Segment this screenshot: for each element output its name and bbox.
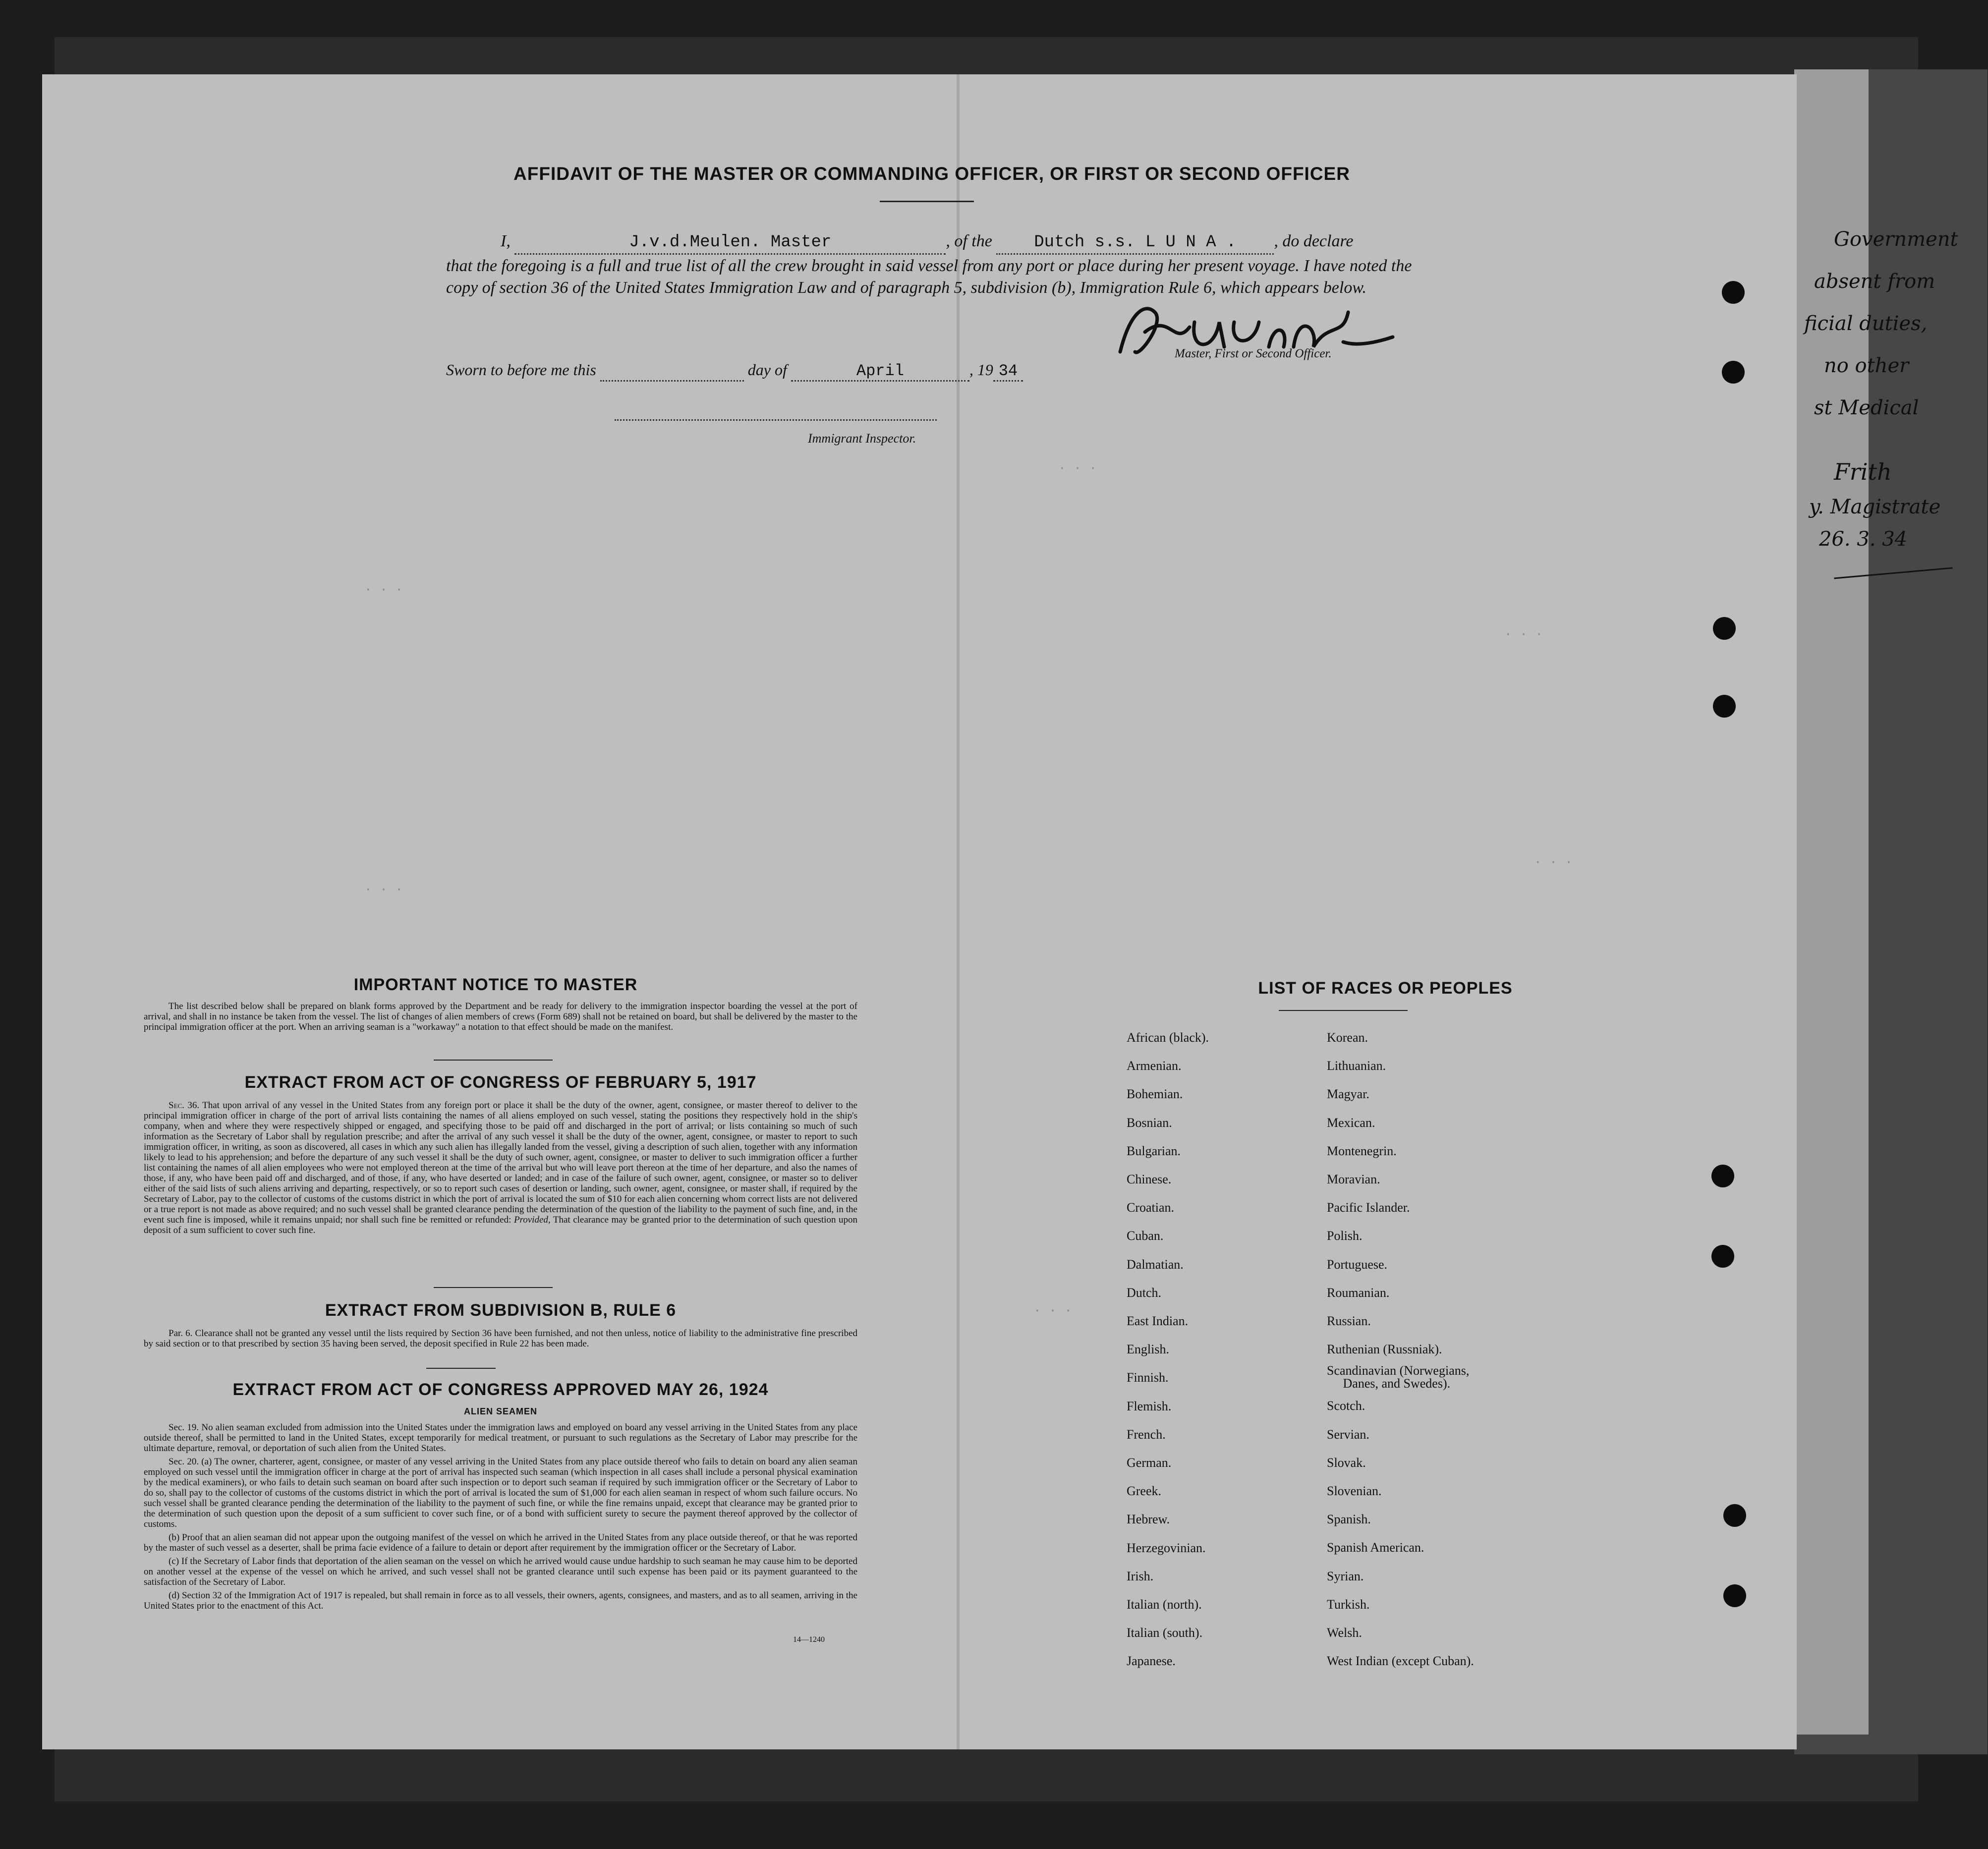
notice-paragraph: The list described below shall be prepared on blank forms approved by the Department and be ready for delivery to the immigration inspector boarding the vessel at the port of arrival, and shall in no instance be taken from the vessel. The list of changes of alien members of crews (Form 689) shall not be retained on board, but shall be delivered by the master to the principal immigration officer at the port. When an arriving seaman is a "workaway" a notation to that effect should be made on the manifest. — [144, 1001, 857, 1032]
sworn-year-prefix: , 19 — [969, 361, 993, 379]
sworn-month-field: April — [791, 362, 969, 382]
race-item: Mexican. — [1327, 1115, 1375, 1130]
race-item: Chinese. — [1127, 1172, 1172, 1187]
race-item: Dalmatian. — [1127, 1257, 1184, 1272]
affidavit-of-the: , of the — [946, 232, 992, 250]
extract-1924-text — [144, 1422, 857, 1614]
extract-1924-p3: (b) Proof that an alien seaman did not appear upon the outgoing manifest of the vessel on which he arrived in the United States from any place outside thereof, or that he was reported by the master of such vessel as a deserter, shall be prima facie evidence of a failure to detain or deport after requirement by the immigration officer or the Secretary of Labor. — [144, 1532, 857, 1553]
sworn-day-field — [600, 362, 744, 382]
notice-text — [144, 1001, 857, 1035]
binder-hole — [1722, 281, 1745, 304]
race-item: French. — [1127, 1427, 1166, 1442]
race-item: Hebrew. — [1127, 1512, 1170, 1527]
extract-1917-text — [144, 1100, 857, 1238]
race-item-line: Scandinavian (Norwegians, — [1327, 1363, 1470, 1378]
race-item: Scotch. — [1327, 1399, 1365, 1413]
binder-hole — [1723, 1504, 1746, 1527]
race-item-line: Danes, and Swedes). — [1343, 1376, 1451, 1391]
race-item: Lithuanian. — [1327, 1059, 1386, 1073]
signature-caption: Master, First or Second Officer. — [1175, 347, 1332, 360]
race-item: English. — [1127, 1342, 1169, 1357]
race-item: Magyar. — [1327, 1087, 1369, 1102]
binder-hole — [1711, 1245, 1734, 1268]
race-item: Japanese. — [1127, 1654, 1176, 1669]
margin-note-line: no other — [1824, 354, 1909, 377]
races-left-column — [1127, 1023, 1209, 1676]
race-item: German. — [1127, 1456, 1172, 1470]
races-right-column — [1327, 1023, 1474, 1675]
race-item: Croatian. — [1127, 1200, 1175, 1215]
affidavit-body: that the foregoing is a full and true list of all the crew brought in said vessel from any port or place during her present voyage. I have noted the copy of section 36 of the United States Immigration Law and of paragraph 5, subdivision (b), Immigration Rule 6, which appears below. — [446, 257, 1412, 297]
extract-1917-tail: That clearance may be granted prior to the determination of such question upon deposit of a sum sufficient to cover such fine. — [144, 1215, 857, 1235]
race-item: Montenegrin. — [1327, 1143, 1397, 1158]
race-item: Finnish. — [1127, 1370, 1169, 1385]
extract-1917-provided: Provided, — [513, 1215, 551, 1225]
race-item: Bosnian. — [1127, 1115, 1172, 1130]
extract-rule6-title: EXTRACT FROM SUBDIVISION B, RULE 6 — [325, 1301, 677, 1320]
inspector-signature-line — [615, 419, 937, 421]
form-number: 14—1240 — [793, 1635, 825, 1644]
notice-title: IMPORTANT NOTICE TO MASTER — [353, 975, 638, 994]
race-item: East Indian. — [1127, 1314, 1189, 1329]
races-rule — [1279, 1010, 1408, 1011]
binder-hole — [1722, 361, 1745, 384]
race-item: Greek. — [1127, 1484, 1162, 1499]
race-item: Slovak. — [1327, 1455, 1366, 1470]
race-item: Pacific Islander. — [1327, 1200, 1410, 1215]
master-name-field: J.v.d.Meulen. Master — [514, 231, 946, 255]
race-item: Armenian. — [1127, 1059, 1182, 1073]
extract-rule6-par: Par. 6. — [169, 1328, 193, 1339]
extract-1917-title: EXTRACT FROM ACT OF CONGRESS OF FEBRUARY 5, 1917 — [244, 1073, 757, 1092]
race-item: Spanish. — [1327, 1512, 1371, 1527]
race-item: Turkish. — [1327, 1597, 1370, 1612]
extract-1924-subtitle: ALIEN SEAMEN — [463, 1406, 537, 1416]
section-rule — [426, 1368, 496, 1369]
race-item: Dutch. — [1127, 1285, 1162, 1300]
race-item: Moravian. — [1327, 1172, 1380, 1187]
sworn-line — [446, 361, 1023, 382]
extract-1924-title: EXTRACT FROM ACT OF CONGRESS APPROVED MAY 26, 1924 — [232, 1380, 769, 1399]
binder-hole — [1713, 695, 1736, 718]
margin-note-line: y. Magistrate — [1809, 496, 1941, 518]
race-item: Syrian. — [1327, 1569, 1364, 1583]
margin-note-line: st Medical — [1814, 396, 1919, 419]
race-item: Cuban. — [1127, 1229, 1164, 1243]
manifest-page: · · · · · · · · · · · · · · · · · · — [42, 74, 1797, 1749]
binder-hole — [1711, 1165, 1734, 1187]
affidavit-i: I, — [501, 232, 511, 250]
race-item: Portuguese. — [1327, 1257, 1388, 1272]
race-item: Ruthenian (Russniak). — [1327, 1342, 1442, 1357]
race-item: Servian. — [1327, 1427, 1369, 1442]
sworn-day-of: day of — [747, 361, 787, 379]
section-rule — [434, 1287, 553, 1288]
margin-note-line: 26. 3. 34 — [1819, 528, 1908, 551]
extract-1924-p5: (d) Section 32 of the Immigration Act of 1917 is repealed, but shall remain in force as to all vessels, their owners, agents, consignees, and masters, and as to all seamen, arriving in the United States prior to the enactment of this Act. — [144, 1590, 857, 1611]
race-item: Bohemian. — [1127, 1087, 1183, 1102]
race-item: African (black). — [1127, 1030, 1209, 1045]
race-item: Italian (south). — [1127, 1625, 1203, 1640]
race-item: Korean. — [1327, 1030, 1368, 1045]
margin-note-line: absent from — [1814, 270, 1935, 293]
extract-1924-p1: Sec. 19. No alien seaman excluded from admission into the United States under the immigration laws and employed on board any vessel arriving in the United States from any place outside thereof, shall be permitted to land in the United States, except temporarily for medical treatment, or pursuant to such regulations as the Secretary of Labor may prescribe for the ultimate departure, removal, or deportation of such alien from the United States. — [144, 1422, 857, 1454]
title-rule — [880, 201, 974, 202]
race-item: Welsh. — [1327, 1625, 1362, 1640]
race-item: Slovenian. — [1327, 1484, 1382, 1499]
race-item: Russian. — [1327, 1314, 1371, 1329]
affidavit-declaration — [501, 230, 1418, 255]
margin-note-line: ficial duties, — [1804, 312, 1928, 335]
extract-1917-body: That upon arrival of any vessel in the United States from any foreign port or place it shall be the duty of the owner, agent, consignee, or master thereof to deliver to the principal immigration officer in charge of the port of arrival lists containing the names of all aliens employed on such vessel, stating the positions they respectively hold in the ship's company, when and where they were respectively shipped or engaged, and specifying those to be paid off and discharged in the port of arrival; or lists containing so much of such information as the Secretary of Labor shall by regulation prescribe; and after the arrival of any such vessel it shall be the duty of the owner, agent, consignee, or master to report to such immigration officer, in writing, as soon as discovered, all cases in which any such alien has illegally landed from the vessel, giving a description of such alien, together with any information likely to lead to his apprehension; and before the departure of any such vessel it shall be the duty of such owner, agent, consignee, or master to deliver to such immigration officer a further list containing the names of all alien employees who were not employed thereon at the time of the arrival but who will leave port thereon at the time of her departure, and also the names of those, if any, who have been paid off and discharged, and of those, if any, who have deserted or landed; and in case of the failure of such owner, agent, consignee, or master so to deliver either of the said lists of such aliens arriving and departing, respectively, or so to report such cases of desertion or landing, such owner, agent, consignee, or master shall, if required by the Secretary of Labor, pay to the collector of customs of the customs district in which the port of arrival is located the sum of $10 for each alien concerning whom correct lists are not delivered or a true report is not made as above required; and no such vessel shall be granted clearance pending the determination of the question of the liability to the payment of such fine, and, in the event such fine is imposed, while it remains unpaid; nor shall such fine be remitted or refunded: — [144, 1100, 857, 1225]
section-rule — [434, 1060, 553, 1061]
center-fold — [957, 74, 960, 1749]
sworn-year-field: 34 — [993, 362, 1023, 382]
race-item: Spanish American. — [1327, 1540, 1424, 1555]
race-item: West Indian (except Cuban). — [1327, 1654, 1474, 1669]
race-item — [1327, 1363, 1474, 1392]
extract-rule6-body: Clearance shall not be granted any vessel until the lists required by Section 36 have been furnished, and not then unless, notice of liability to the administrative fine prescribed by said section or to that prescribed by section 35 having been served, the deposit specified in Rule 22 has been made. — [144, 1328, 857, 1349]
race-item: Polish. — [1327, 1229, 1363, 1243]
vessel-field: Dutch s.s. L U N A . — [996, 231, 1274, 255]
race-item: Roumanian. — [1327, 1285, 1390, 1300]
inspector-caption: Immigrant Inspector. — [808, 431, 916, 446]
extract-1924-p2: Sec. 20. (a) The owner, charterer, agent, consignee, or master of any vessel arriving in the United States from any place outside thereof who fails to detain on board any alien seaman employed on such vessel until the immigration officer in charge at the port of arrival has inspected such seaman (which inspection in all cases shall include a personal physical examination by the medical examiners), or who fails to detain such seaman on board after such inspection or to deport such seaman if required by such immigration officer or the Secretary of Labor to do so, shall pay to the collector of customs of the customs district in which the port of arrival is located the sum of $1,000 for each alien seaman in respect of whom such failure occurs. No such vessel shall be granted clearance pending the determination of the liability to the payment of such fine, or while the fine remains unpaid, except that clearance may be granted prior to the determination of such question upon the deposit of a sum sufficient to cover such fine, or of a bond with sufficient surety to secure the payment thereof approved by the collector of customs. — [144, 1457, 857, 1529]
extract-1917-sec: Sec. 36. — [169, 1100, 200, 1111]
margin-note-line: Frith — [1834, 458, 1892, 485]
race-item: Irish. — [1127, 1569, 1154, 1583]
margin-note-line: Government — [1834, 228, 1958, 251]
race-item: Italian (north). — [1127, 1597, 1202, 1612]
race-item: Bulgarian. — [1127, 1143, 1181, 1158]
races-title: LIST OF RACES OR PEOPLES — [1258, 979, 1513, 998]
affidavit-title: AFFIDAVIT OF THE MASTER OR COMMANDING OFFICER, OR FIRST OR SECOND OFFICER — [513, 164, 1350, 184]
race-item: Flemish. — [1127, 1399, 1172, 1413]
binder-hole — [1723, 1584, 1746, 1607]
sworn-prefix: Sworn to before me this — [446, 361, 596, 379]
binder-hole — [1713, 617, 1736, 640]
extract-1924-p4: (c) If the Secretary of Labor finds that deportation of the alien seaman on the vessel on which he arrived would cause undue hardship to such seaman he may cause him to be deported on another vessel at the expense of the vessel on which he arrived, and such vessel shall not be granted clearance until such expense has been paid or its payment guaranteed to the satisfaction of the Secretary of Labor. — [144, 1556, 857, 1587]
extract-rule6-text — [144, 1328, 857, 1352]
affidavit-do-declare: , do declare — [1274, 232, 1354, 250]
race-item: Herzegovinian. — [1127, 1540, 1206, 1555]
